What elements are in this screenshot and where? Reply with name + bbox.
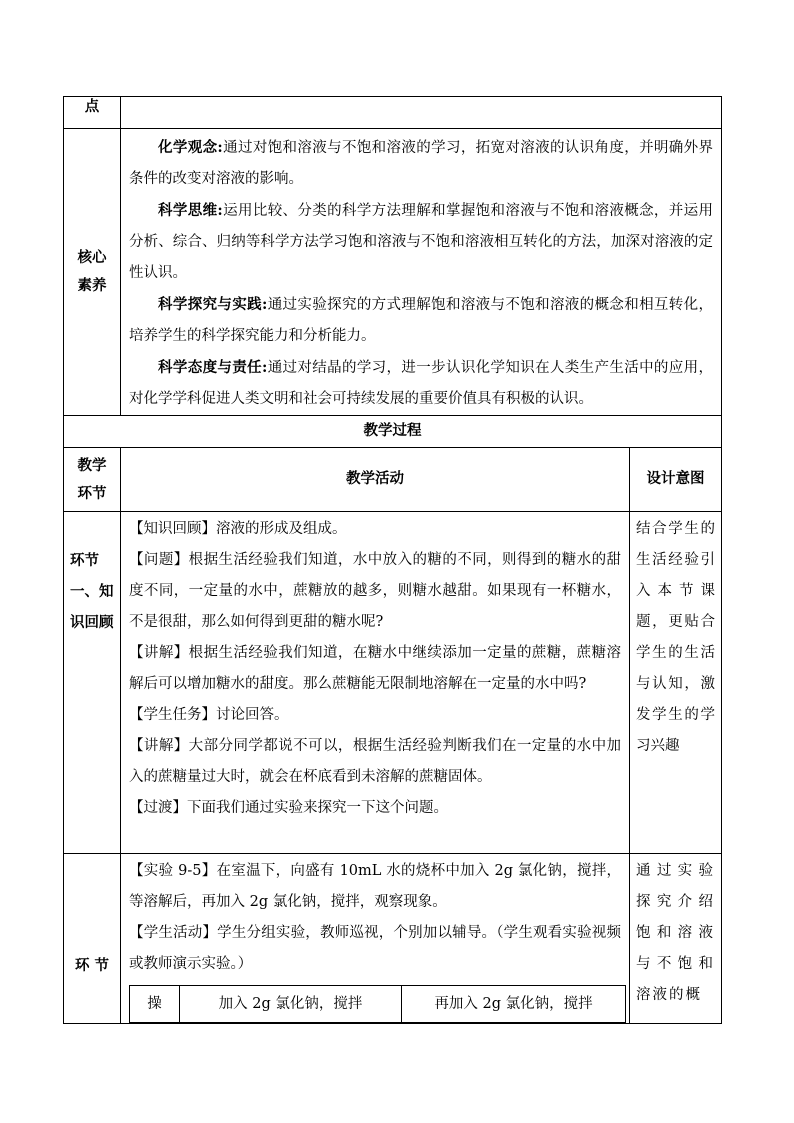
row-stage-1 [64,512,722,854]
stage-2-intent: 通过实验探究介绍饱和溶液与不饱和溶液的概 [630,854,722,1024]
stage-1-paragraph: 【过渡】下面我们通过实验来探究一下这个问题。 [129,800,448,816]
core-item-inquiry-practice [121,289,721,352]
core-item-title: 科学态度与责任: [158,359,268,376]
stage-1-paragraph: 【知识回顾】溶液的形成及组成。 [129,521,347,537]
lesson-plan-table [63,96,722,1024]
experiment-cell-first-add: 加入 2g 氯化钠，搅拌 [180,986,402,1023]
core-item-attitude-responsibility [121,352,721,415]
header-activity: 教学活动 [121,448,630,512]
stage-2-paragraph: 【实验 9-5】在室温下，向盛有 10mL 水的烧杯中加入 2g 氯化钠，搅拌，等溶解后，再加入 2g 氯化钠，搅拌，观察现象。 [129,863,621,910]
point-label: 点 [64,97,121,129]
experiment-cell-second-add: 再加入 2g 氯化钠，搅拌 [402,986,626,1023]
core-item-title: 化学观念: [158,139,223,156]
stage-1-paragraph: 【讲解】根据生活经验我们知道，在糖水中继续添加一定量的蔗糖，蔗糖溶解后可以增加糖水的甜度。那么蔗糖能无限制地溶解在一定量的水中吗? [129,645,621,692]
header-stage-text: 教学环节 [77,457,107,502]
stage-1-activity [121,512,630,854]
stage-1-paragraph: 【学生任务】讨论回答。 [129,707,289,723]
experiment-cell-operation: 操 [130,986,180,1023]
row-process-title [64,416,722,448]
stage-2-label: 环 节 [64,854,121,1024]
core-item-scientific-thinking [121,195,721,289]
row-headers [64,448,722,512]
header-stage [64,448,121,512]
core-literacy-label [64,129,121,416]
experiment-table [129,985,626,1023]
row-point [64,97,722,129]
stage-1-label-text: 环节一、知识回顾 [70,553,114,631]
core-literacy-label-text: 核心素养 [77,250,107,294]
stage-1-intent: 结合学生的生活经验引入本节课题，更贴合学生的生活与认知，激发学生的学习兴趣 [630,512,722,854]
experiment-table-row [130,986,626,1023]
stage-2-paragraph: 【学生活动】学生分组实验，教师巡视，个别加以辅导。（学生观看实验视频或教师演示实验。） [129,925,621,972]
point-content [121,97,722,129]
core-item-chemistry-concept [121,132,721,195]
stage-1-label [64,512,121,854]
core-item-text: 通过实验探究的方式理解饱和溶液与不饱和溶液的概念和相互转化，培养学生的科学探究能力和分析能力。 [129,297,713,344]
stage-1-paragraph: 【讲解】大部分同学都说不可以，根据生活经验判断我们在一定量的水中加入的蔗糖量过大时，就会在杯底看到未溶解的蔗糖固体。 [129,738,621,785]
header-intent: 设计意图 [630,448,722,512]
stage-1-paragraph: 【问题】根据生活经验我们知道，水中放入的糖的不同，则得到的糖水的甜度不同，一定量的水中，蔗糖放的越多，则糖水越甜。如果现有一杯糖水，不是很甜，那么如何得到更甜的糖水呢? [129,552,621,630]
row-core-literacy [64,129,722,416]
core-item-text: 通过对饱和溶液与不饱和溶液的学习，拓宽对溶液的认识角度，并明确外界条件的改变对溶液的影响。 [129,140,713,187]
core-item-text: 运用比较、分类的科学方法理解和掌握饱和溶液与不饱和溶液概念，并运用分析、综合、归纳等科学方法学习饱和溶液与不饱和溶液相互转化的方法，加深对溶液的定性认识。 [129,203,713,281]
core-literacy-content [121,129,722,416]
core-item-title: 科学思维: [158,202,223,219]
stage-2-activity [121,854,630,1024]
core-item-text: 通过对结晶的学习，进一步认识化学知识在人类生产生活中的应用，对化学学科促进人类文明和社会可持续发展的重要价值具有积极的认识。 [129,360,713,407]
core-item-title: 科学探究与实践: [158,296,268,313]
row-stage-2 [64,854,722,1024]
process-title: 教学过程 [64,416,722,448]
